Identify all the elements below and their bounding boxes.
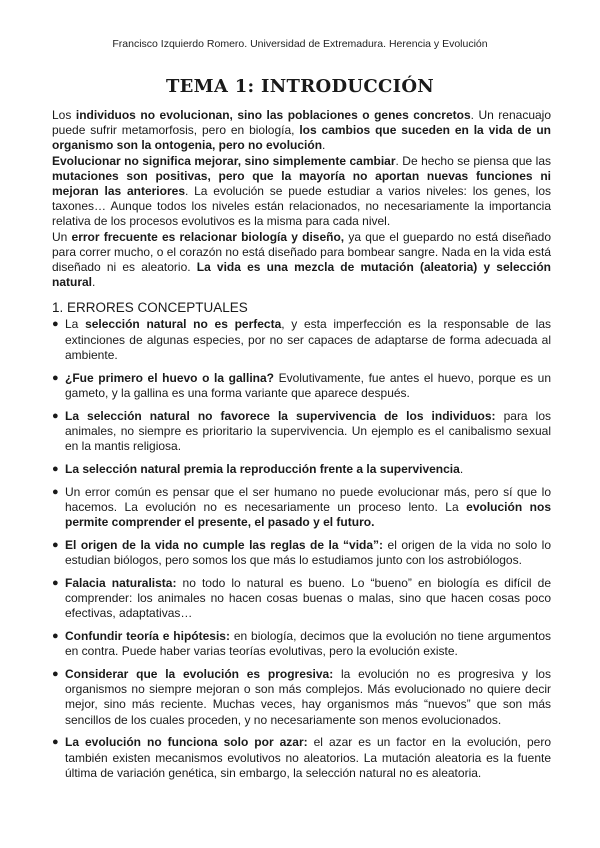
section-heading: 1. ERRORES CONCEPTUALES bbox=[52, 300, 248, 316]
bullet-item bbox=[52, 735, 551, 781]
bold-text-run: La selección natural premia la reproducción frente a la supervivencia bbox=[65, 461, 460, 476]
bullet-item bbox=[52, 485, 551, 531]
text-run: no todo lo natural es bueno. Lo “bueno” en biología es difícil de comprender: los animales no hacen cosas buenas o malas, sino que hacen cosas poco efectivas, adaptativas… bbox=[65, 575, 551, 621]
bullet-item bbox=[52, 462, 551, 477]
bullet-dot-icon: ● bbox=[52, 371, 59, 384]
bold-text-run: los cambios que suceden en la vida de un organismo son la ontogenia, pero no evolución bbox=[52, 123, 551, 153]
bold-text-run: ¿Fue primero el huevo o la gallina? bbox=[65, 370, 274, 385]
bullet-dot-icon: ● bbox=[52, 462, 59, 475]
bold-text-run: Confundir teoría e hipótesis: bbox=[65, 629, 230, 644]
bullet-item bbox=[52, 576, 551, 622]
bullet-item bbox=[52, 667, 551, 728]
text-run: Un bbox=[52, 229, 72, 244]
bullet-item bbox=[52, 317, 551, 363]
bullet-list bbox=[52, 317, 551, 781]
text-run: para los animales, no siempre es prioritario la supervivencia. Un ejemplo es el canibalismo sexual en la mantis religiosa. bbox=[65, 408, 551, 454]
bullet-text bbox=[65, 317, 551, 361]
intro-paragraph bbox=[52, 154, 551, 230]
bullet-item bbox=[52, 538, 551, 568]
text-run: en biología, decimos que la evolución no tiene argumentos en contra. Puede haber varias teorías evolutivas, pero la evolución existe. bbox=[65, 629, 551, 659]
bold-text-run: Falacia naturalista: bbox=[65, 575, 177, 590]
text-run: la evolución no es progresiva y los organismos no siempre mejoran o son más complejos. Más evolucionado no quiere decir mejor, sino más reciente. Muchas veces, hay organismos más “nuevos” que son más sencillos de los cuales proceden, y no necesariamente son menos evolucionados. bbox=[65, 667, 551, 727]
running-header: Francisco Izquierdo Romero. Universidad de Extremadura. Herencia y Evolución bbox=[112, 38, 488, 50]
bullet-text bbox=[65, 462, 463, 476]
bold-text-run: mutaciones son positivas, pero que la mayoría no aportan nuevas funciones ni mejoran las anteriores bbox=[52, 168, 551, 199]
bullet-dot-icon: ● bbox=[52, 630, 59, 643]
intro-paragraphs bbox=[52, 108, 551, 290]
bullet-dot-icon: ● bbox=[52, 318, 59, 331]
text-run: , y esta imperfección es la responsable de las extinciones de algunas especies, por no ser capaces de adaptarse de forma adecuada al ambiente. bbox=[65, 317, 551, 362]
bold-text-run: selección natural no es perfecta bbox=[85, 317, 282, 332]
bullet-text bbox=[65, 371, 551, 400]
text-run: La bbox=[65, 317, 86, 332]
text-run: Los bbox=[52, 108, 76, 122]
text-run: el origen de la vida no solo lo estudian biólogos, pero somos los que más lo estudiamos junto con los astrobiólogos. bbox=[65, 537, 551, 568]
text-run: Evolutivamente, fue antes el huevo, porque es un gameto, y la gallina es una forma variante que aparece después. bbox=[65, 370, 552, 400]
text-run: . Un renacuajo puede sufrir metamorfosis, pero en biología, bbox=[52, 108, 552, 138]
bullet-text bbox=[65, 576, 551, 620]
text-run: ya que el guepardo no está diseñado para correr mucho, o el corazón no está diseñado para bombear sangre. Nada en la vida está diseñado ni es aleatorio. bbox=[52, 229, 551, 275]
bold-text-run: evolución nos permite comprender el presente, el pasado y el futuro. bbox=[65, 499, 551, 530]
bullet-text bbox=[65, 485, 551, 529]
bullet-item bbox=[52, 409, 551, 455]
bold-text-run: individuos no evolucionan, sino las poblaciones o genes concretos bbox=[75, 108, 471, 122]
bullet-text bbox=[65, 538, 551, 567]
bullet-text bbox=[65, 667, 551, 727]
text-run: el azar es un factor en la evolución, pero también existen mecanismos evolutivos no aleatorios. La mutación aleatoria es la fuente última de variación genética, sin embargo, la selección natural no es aleatoria. bbox=[65, 735, 551, 780]
bold-text-run: La evolución no funciona solo por azar: bbox=[65, 735, 308, 750]
bold-text-run: Evolucionar no significa mejorar, sino simplemente cambiar bbox=[52, 153, 396, 168]
bullet-dot-icon: ● bbox=[52, 409, 59, 422]
intro-paragraph bbox=[52, 230, 551, 291]
bullet-dot-icon: ● bbox=[52, 668, 59, 681]
bullet-text bbox=[65, 409, 551, 453]
text-run: . bbox=[459, 461, 464, 476]
bullet-dot-icon: ● bbox=[52, 576, 59, 589]
text-run: . De hecho se piensa que las bbox=[395, 153, 551, 168]
bold-text-run: Considerar que la evolución es progresiva: bbox=[65, 667, 334, 682]
document-body bbox=[52, 108, 551, 789]
bullet-dot-icon: ● bbox=[52, 485, 59, 498]
bullet-dot-icon: ● bbox=[52, 538, 59, 551]
document-title: TEMA 1: INTRODUCCIÓN bbox=[165, 76, 435, 97]
bold-text-run: error frecuente es relacionar biología y diseño, bbox=[71, 229, 345, 244]
bold-text-run: El origen de la vida no cumple las reglas de la “vida”: bbox=[65, 537, 384, 552]
bullet-text bbox=[65, 735, 551, 779]
intro-paragraph bbox=[52, 108, 551, 154]
bullet-dot-icon: ● bbox=[52, 736, 59, 749]
text-run: Un error común es pensar que el ser humano no puede evolucionar más, pero sí que lo hacemos. La evolución no es necesariamente un proceso lento. La bbox=[65, 484, 551, 514]
text-run: . bbox=[322, 138, 326, 153]
bold-text-run: La selección natural no favorece la supervivencia de los individuos: bbox=[65, 408, 496, 423]
text-run: . bbox=[92, 275, 96, 290]
bullet-text bbox=[65, 629, 551, 658]
bullet-item bbox=[52, 629, 551, 659]
text-run: . La evolución se puede estudiar a varios niveles: los genes, los taxones… Aunque todos los niveles están relacionados, no necesariamente la importancia relativa de los procesos evolutivos es la misma para cada nivel. bbox=[52, 184, 552, 229]
bold-text-run: La vida es una mezcla de mutación (aleatoria) y selección natural bbox=[52, 260, 551, 290]
bullet-item bbox=[52, 371, 551, 401]
